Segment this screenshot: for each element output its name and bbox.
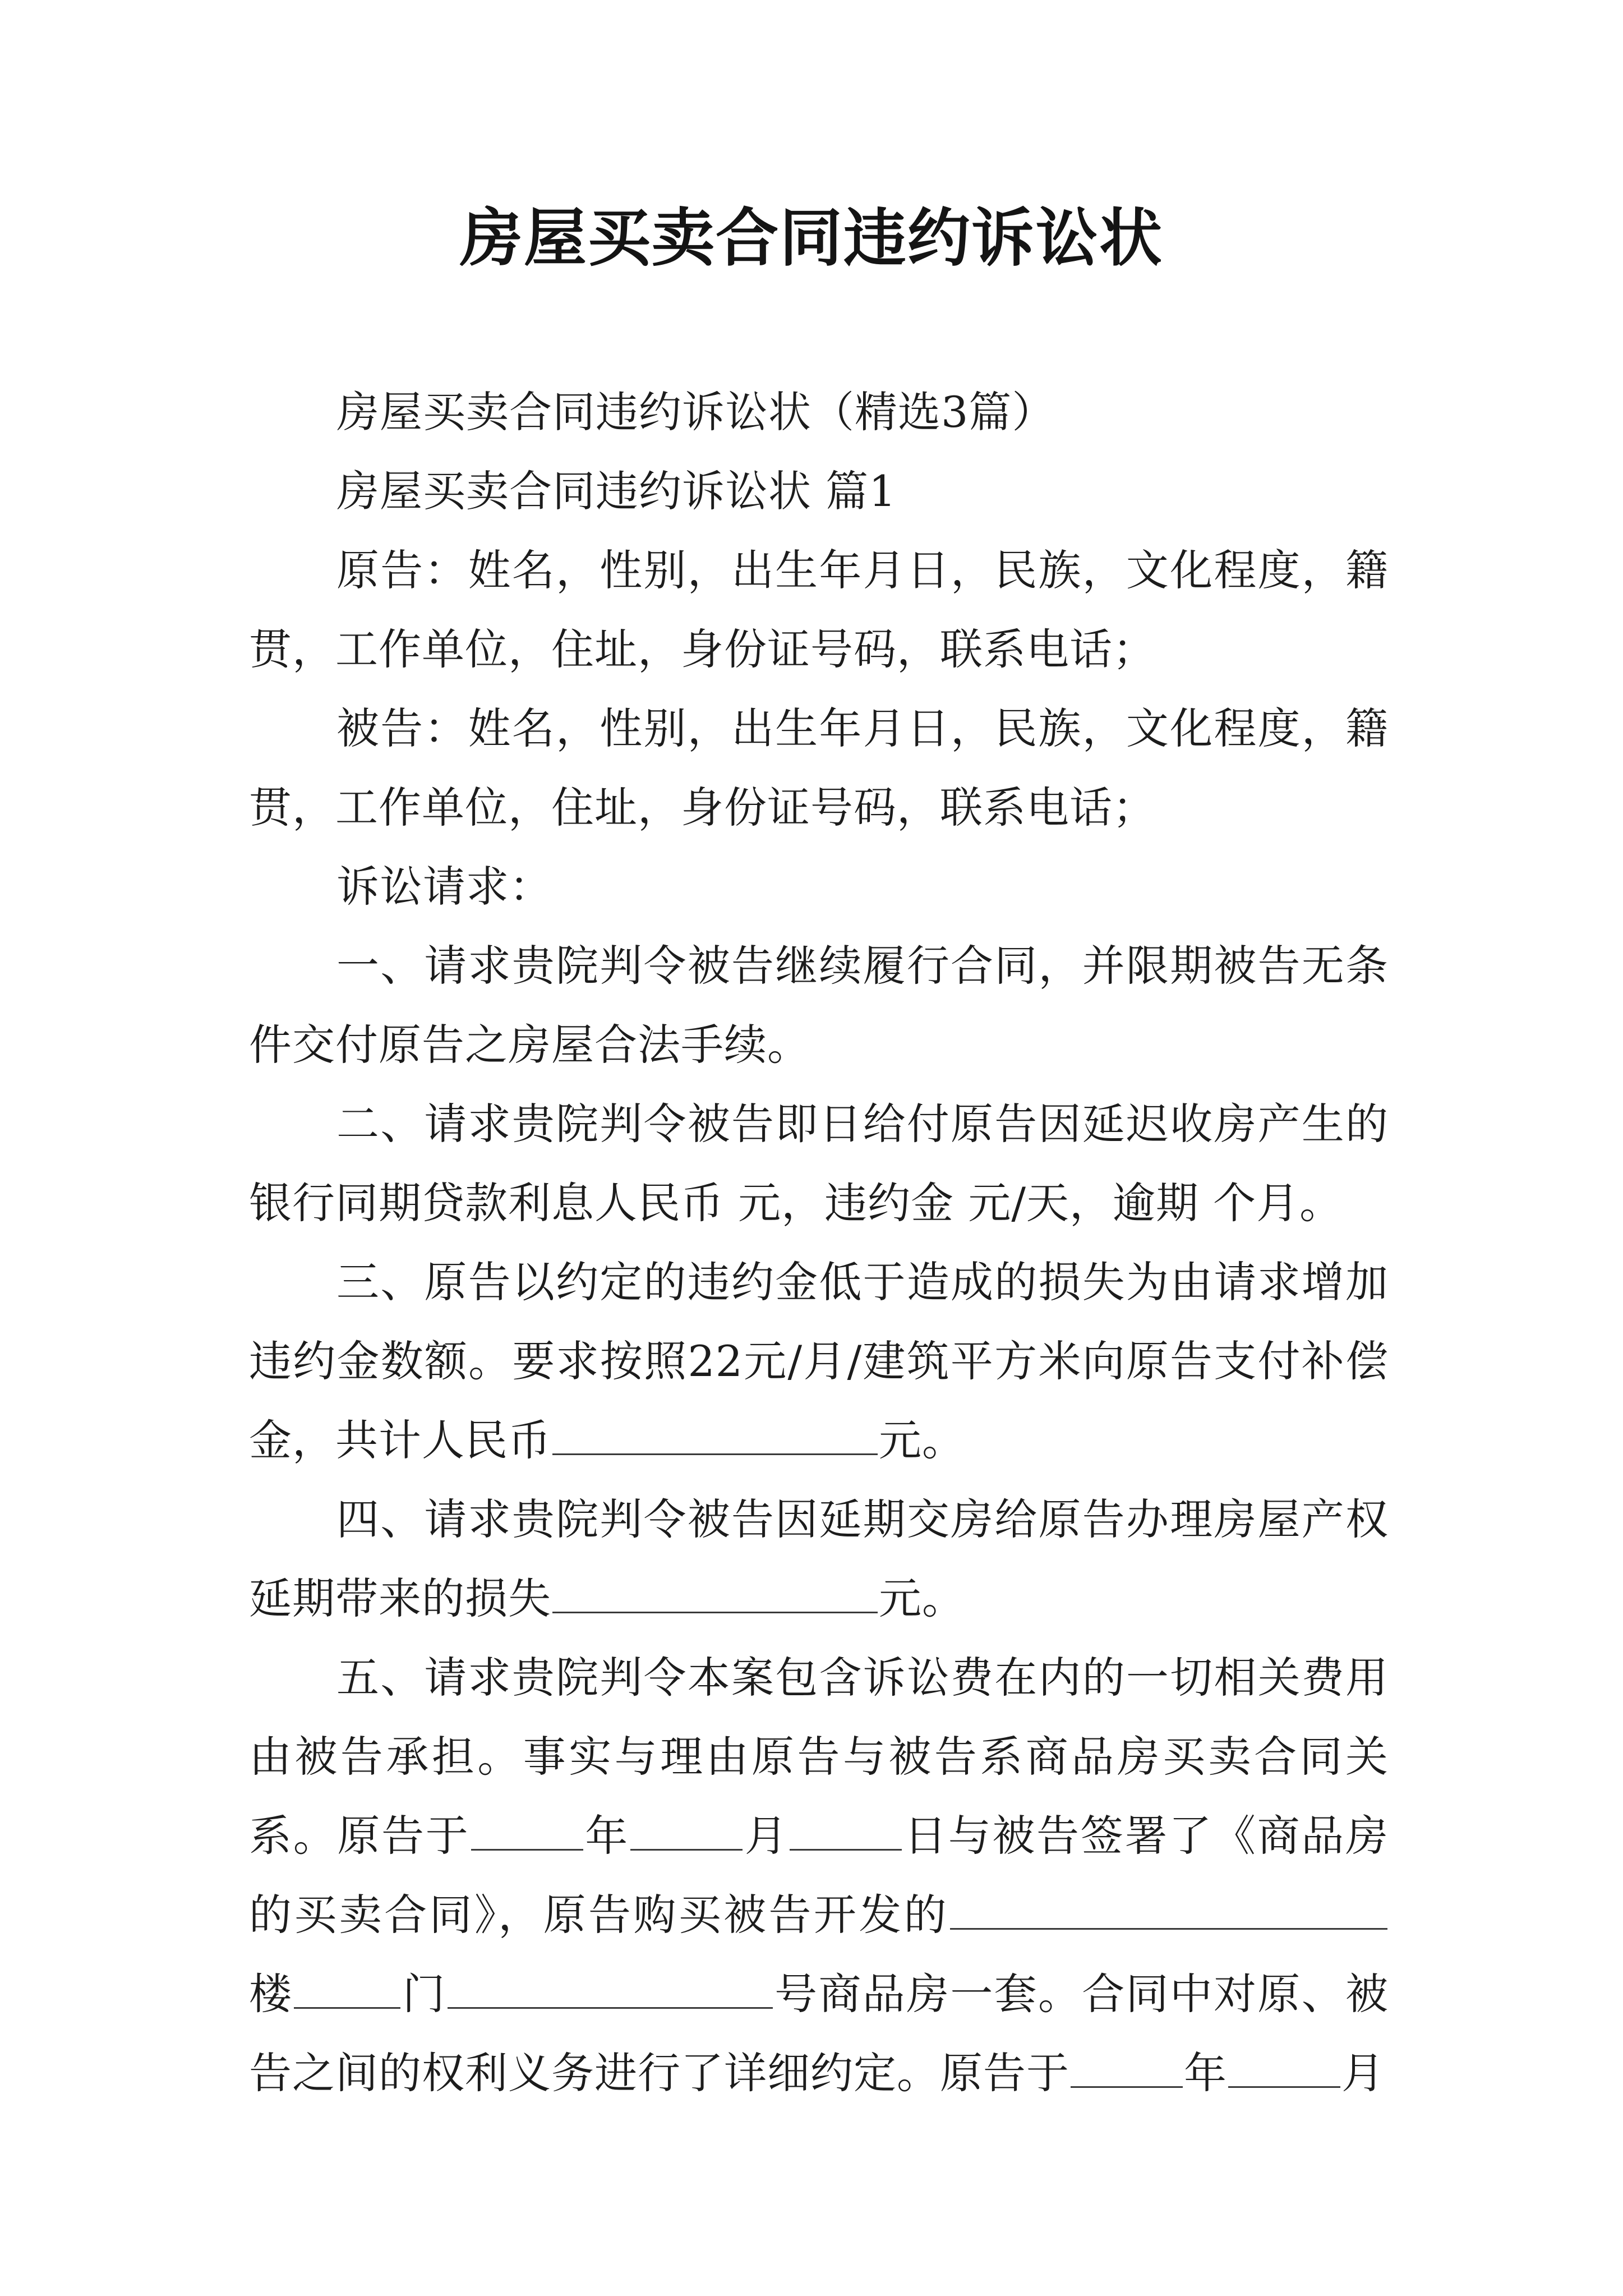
- paragraph-defendant: 被告：姓名，性别，出生年月日，民族，文化程度，籍贯，工作单位，住址，身份证号码，联系电话；: [249, 703, 1389, 832]
- document-title: 房屋买卖合同违约诉讼状: [460, 201, 1163, 275]
- label-door: 门: [402, 1969, 446, 2019]
- blank-field-year-2: [1071, 2049, 1183, 2088]
- document-body: [249, 372, 1389, 2113]
- label-day: 日与被告签署了《商品房的买卖合同》，原告购买被告开发的: [249, 1811, 1389, 1940]
- blank-field-building-no: [294, 1970, 400, 2009]
- paragraph-claim-4: [249, 1480, 1389, 1638]
- claim-4-text: 四、请求贵院判令被告因延期交房给原告办理房屋产权延期带来的损失: [249, 1494, 1389, 1623]
- blank-field-year: [471, 1812, 583, 1851]
- paragraph-claim-5: [249, 1638, 1389, 2113]
- label-year: 年: [584, 1811, 629, 1861]
- blank-field-unit-no: [448, 1970, 773, 2009]
- label-month: 月: [743, 1811, 789, 1861]
- label-year-2: 年: [1184, 2048, 1227, 2098]
- paragraph-claim-2: 二、请求贵院判令被告即日给付原告因延迟收房产生的银行同期贷款利息人民币 元，违约金 元/天，逾期 个月。: [249, 1099, 1389, 1228]
- label-building: 楼: [249, 1969, 293, 2019]
- paragraph-section-heading: 房屋买卖合同违约诉讼状 篇1: [336, 466, 897, 516]
- paragraph-claims-heading: 诉讼请求：: [336, 862, 552, 912]
- blank-field-loss: [552, 1575, 878, 1613]
- label-month-2: 月: [1341, 2048, 1385, 2098]
- claim-3-text: 三、原告以约定的违约金低于造成的损失为由请求增加违约金数额。要求按照22元/月/建筑平方米向原告支付补偿金，共计人民币: [249, 1257, 1389, 1465]
- paragraph-claim-3: [249, 1243, 1389, 1480]
- claim-5-text: 五、请求贵院判令本案包含诉讼费在内的一切相关费用由被告承担。事实与理由原告与被告系商品房买卖合同关系。原告于: [249, 1653, 1389, 1861]
- paragraph-claim-1: 一、请求贵院判令被告继续履行合同，并限期被告无条件交付原告之房屋合法手续。: [249, 941, 1389, 1070]
- paragraph-plaintiff: 原告：姓名，性别，出生年月日，民族，文化程度，籍贯，工作单位，住址，身份证号码，联系电话；: [249, 545, 1389, 674]
- blank-field-developer-project: [950, 1891, 1387, 1930]
- claim-3-suffix: 元。: [879, 1415, 965, 1465]
- blank-field-month: [630, 1812, 743, 1851]
- blank-field-month-2: [1228, 2049, 1340, 2088]
- paragraph-subtitle: 房屋买卖合同违约诉讼状（精选3篇）: [336, 387, 1055, 437]
- label-unit: 号商品房一套。合同中对原、被告之间的权利义务进行了详细约定。原告于: [249, 1969, 1389, 2098]
- claim-4-suffix: 元。: [879, 1573, 965, 1623]
- blank-field-day: [790, 1812, 902, 1851]
- blank-field-compensation: [552, 1416, 878, 1455]
